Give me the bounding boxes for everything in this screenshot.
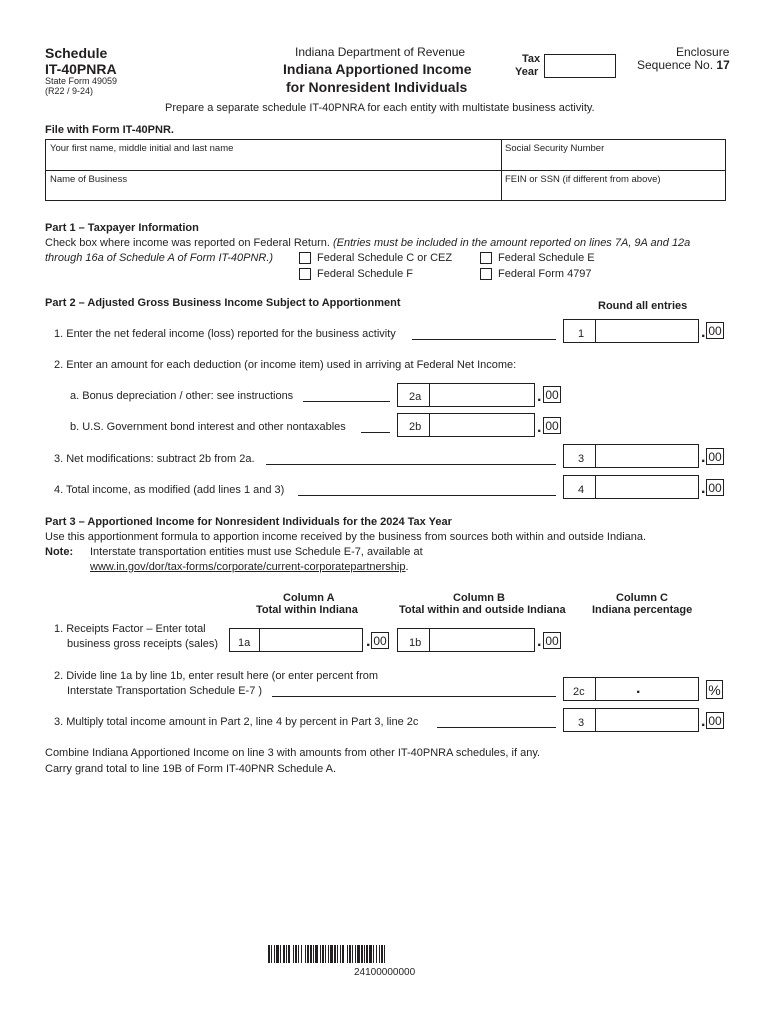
business-name-input[interactable] — [50, 185, 500, 199]
tax-year-label-tax: Tax — [522, 53, 541, 65]
part3-intro: Use this apportionment formula to apportion income received by the business from sources both within and outside Indiana. — [45, 531, 647, 543]
p3-line2-text1: 2. Divide line 1a by line 1b, enter result here (or enter percent from — [54, 670, 379, 682]
department-name: Indiana Department of Revenue — [295, 45, 466, 59]
p2-line2b-leader — [361, 432, 390, 433]
tax-year-label-year: Year — [515, 66, 539, 78]
sequence-number: 17 — [716, 58, 730, 72]
percent-sign: % — [706, 680, 723, 699]
p2-line4-leader — [298, 495, 556, 496]
column-a-subtitle: Total within Indiana — [256, 604, 358, 616]
p2-line2a-entry[interactable] — [397, 383, 535, 407]
p2-line1-text: 1. Enter the net federal income (loss) reported for the business activity — [54, 328, 396, 340]
p2-line2a-text: a. Bonus depreciation / other: see instructions — [70, 390, 294, 402]
decimal-dot: . — [701, 449, 706, 466]
tax-year-input[interactable] — [544, 54, 616, 78]
p2-line2a-cents: 00 — [543, 386, 561, 403]
business-name-label: Name of Business — [50, 174, 128, 185]
decimal-dot: . — [701, 713, 706, 730]
schedule-code: IT-40PNRA — [45, 61, 117, 77]
column-a-title: Column A — [283, 592, 335, 604]
p2-line4-text: 4. Total income, as modified (add lines 1 and 3) — [54, 484, 285, 496]
p3-line1b-entry[interactable] — [397, 628, 535, 652]
part1-italic-line2: through 16a of Schedule A of Form IT-40PNR.) — [45, 252, 274, 264]
sequence-number-row — [637, 58, 730, 72]
p3-line3-number: 3 — [578, 717, 585, 729]
p2-line2b-entry[interactable] — [397, 413, 535, 437]
decimal-dot: . — [366, 633, 371, 650]
p2-line3-cents: 00 — [706, 448, 724, 465]
part3-note-text: Interstate transportation entities must use Schedule E-7, available at — [90, 546, 423, 558]
p2-line1-leader — [412, 339, 556, 340]
p3-line1b-number: 1b — [409, 637, 422, 649]
decimal-dot: . — [537, 633, 542, 650]
p3-line3-entry[interactable] — [563, 708, 699, 732]
p2-line1-cents: 00 — [706, 322, 724, 339]
p2-line2a-leader — [303, 401, 390, 402]
ssn-field-label: Social Security Number — [505, 143, 605, 154]
column-b-subtitle: Total within and outside Indiana — [399, 604, 566, 616]
p2-line4-number: 4 — [578, 484, 585, 496]
p3-line3-text: 3. Multiply total income amount in Part 2, line 4 by percent in Part 3, line 2c — [54, 716, 419, 728]
part3-note-link-row — [90, 561, 409, 573]
p3-line3-leader — [437, 727, 556, 728]
p2-line1-number: 1 — [578, 328, 585, 340]
combine-instruction-line1: Combine Indiana Apportioned Income on line 3 with amounts from other IT-40PNRA schedules, if any. — [45, 747, 541, 759]
part1-heading: Part 1 – Taxpayer Information — [45, 222, 199, 234]
enclosure-label: Enclosure — [676, 45, 730, 59]
fein-input[interactable] — [505, 185, 723, 199]
column-c-subtitle: Indiana percentage — [592, 604, 693, 616]
schedule-label: Schedule — [45, 45, 108, 61]
p3-line1-text1: 1. Receipts Factor – Enter total — [54, 623, 206, 635]
p2-line2b-text: b. U.S. Government bond interest and other nontaxables — [70, 421, 346, 433]
link-period: . — [405, 561, 409, 573]
p3-line2c-decimal: . — [636, 680, 641, 697]
checkbox-schedule-e[interactable] — [480, 252, 492, 264]
separate-schedule-instruction: Prepare a separate schedule IT-40PNRA for each entity with multistate business activity. — [165, 102, 595, 114]
checkbox-schedule-c[interactable] — [299, 252, 311, 264]
state-form-number: State Form 49059 — [45, 76, 118, 86]
file-with-note: File with Form IT-40PNR. — [45, 124, 174, 136]
p3-line1a-number: 1a — [238, 637, 251, 649]
p3-line2c-entry[interactable] — [563, 677, 699, 701]
p3-line2-text2: Interstate Transportation Schedule E-7 ) — [67, 685, 263, 697]
p3-line2-leader — [272, 696, 556, 697]
decimal-dot: . — [537, 388, 542, 405]
p2-line2b-number: 2b — [409, 421, 422, 433]
part1-text: Check box where income was reported on Federal Return. — [45, 237, 330, 249]
schedule-e7-link[interactable]: www.in.gov/dor/tax-forms/corporate/current-corporatepartnership — [90, 561, 406, 573]
p2-line2-text: 2. Enter an amount for each deduction (or income item) used in arriving at Federal Net Income: — [54, 359, 517, 371]
p2-line4-entry[interactable] — [563, 475, 699, 499]
p2-line3-text: 3. Net modifications: subtract 2b from 2a. — [54, 453, 255, 465]
p2-line2b-cents: 00 — [543, 417, 561, 434]
p3-line1a-cents: 00 — [371, 632, 389, 649]
p2-line3-entry[interactable] — [563, 444, 699, 468]
part3-note-label: Note: — [45, 546, 74, 558]
p2-line4-cents: 00 — [706, 479, 724, 496]
filer-info-grid — [45, 139, 726, 201]
label-schedule-c: Federal Schedule C or CEZ — [317, 252, 453, 264]
p3-line1b-cents: 00 — [543, 632, 561, 649]
p2-line1-entry[interactable] — [563, 319, 699, 343]
part1-text-line1 — [45, 237, 690, 249]
name-input[interactable] — [50, 154, 500, 169]
form-title-line1: Indiana Apportioned Income — [283, 61, 472, 77]
p2-line2a-number: 2a — [409, 391, 422, 403]
column-b-title: Column B — [453, 592, 505, 604]
sequence-label: Sequence No. — [637, 58, 714, 72]
checkbox-schedule-f[interactable] — [299, 268, 311, 280]
p2-line3-number: 3 — [578, 453, 585, 465]
barcode-number: 24100000000 — [354, 967, 416, 978]
p3-line2c-number: 2c — [573, 686, 585, 698]
decimal-dot: . — [537, 419, 542, 436]
revision-date: (R22 / 9-24) — [45, 86, 94, 96]
column-c-title: Column C — [616, 592, 668, 604]
decimal-dot: . — [701, 480, 706, 497]
barcode — [268, 945, 502, 963]
p3-line1a-entry[interactable] — [229, 628, 363, 652]
decimal-dot: . — [701, 324, 706, 341]
form-title-line2: for Nonresident Individuals — [286, 79, 468, 95]
part2-heading: Part 2 – Adjusted Gross Business Income Subject to Apportionment — [45, 297, 401, 309]
combine-instruction-line2: Carry grand total to line 19B of Form IT-40PNR Schedule A. — [45, 763, 337, 775]
label-form-4797: Federal Form 4797 — [498, 268, 592, 280]
p3-line3-cents: 00 — [706, 712, 724, 729]
fein-field-label: FEIN or SSN (if different from above) — [505, 174, 661, 185]
part1-italic-text: (Entries must be included in the amount reported on lines 7A, 9A and 12a — [332, 237, 691, 249]
checkbox-form-4797[interactable] — [480, 268, 492, 280]
ssn-input[interactable] — [505, 154, 723, 169]
p2-line3-leader — [266, 464, 556, 465]
barcode-bar — [385, 945, 388, 963]
name-field-label: Your first name, middle initial and last name — [50, 143, 234, 154]
label-schedule-f: Federal Schedule F — [317, 268, 413, 280]
round-entries-note: Round all entries — [598, 300, 688, 312]
label-schedule-e: Federal Schedule E — [498, 252, 595, 264]
p3-line1-text2: business gross receipts (sales) — [67, 638, 219, 650]
part3-heading: Part 3 – Apportioned Income for Nonresident Individuals for the 2024 Tax Year — [45, 516, 452, 528]
